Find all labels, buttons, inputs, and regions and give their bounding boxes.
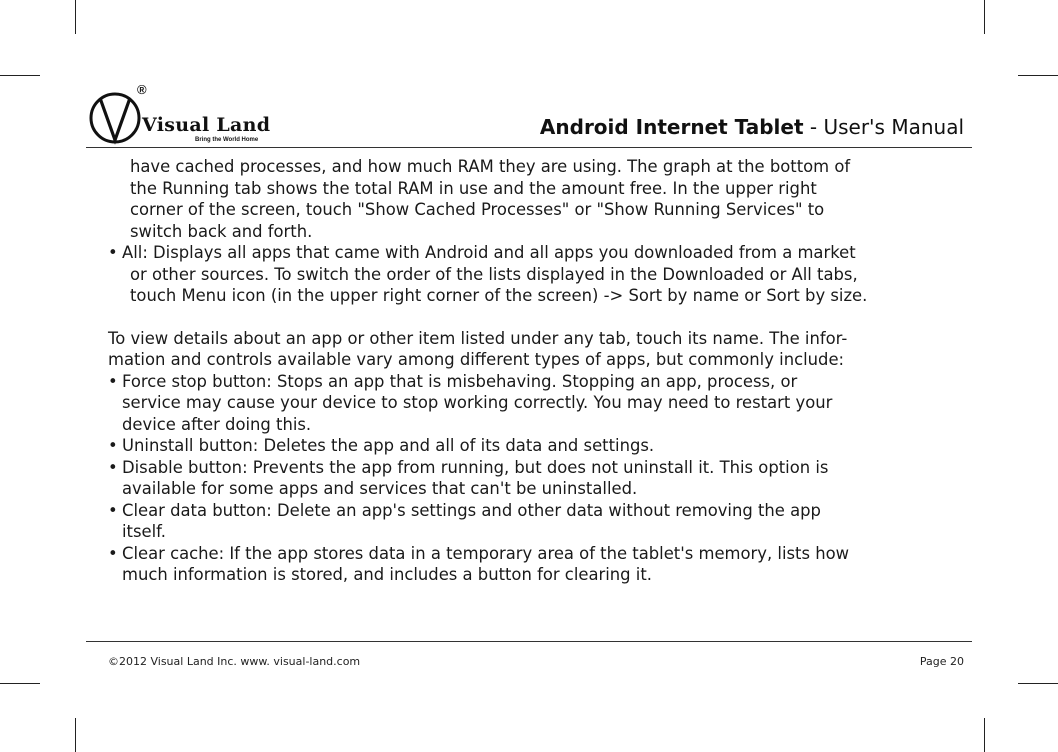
page-header-title xyxy=(540,115,964,139)
text-line: Disable button: Prevents the app from running, but does not uninstall it. This option is xyxy=(122,457,829,477)
registered-mark: ® xyxy=(137,82,147,97)
text-line: device after doing this. xyxy=(122,414,312,434)
footer-copyright: ©2012 Visual Land Inc. www. visual-land.com xyxy=(108,655,361,668)
text-line: itself. xyxy=(122,522,166,541)
crop-mark xyxy=(0,683,40,684)
crop-mark xyxy=(984,0,985,34)
manual-body xyxy=(108,156,988,586)
paragraph-gap xyxy=(108,307,988,328)
bullet-item-uninstall xyxy=(108,435,988,457)
crop-mark xyxy=(984,718,985,752)
text-line: Uninstall button: Deletes the app and all of its data and settings. xyxy=(122,436,655,455)
bullet-item-all xyxy=(108,242,988,307)
text-line: corner of the screen, touch "Show Cached Processes" or "Show Running Services" to xyxy=(130,200,825,219)
crop-mark xyxy=(1018,75,1058,76)
text-line: touch Menu icon (in the upper right corner of the screen) -> Sort by name or Sort by size. xyxy=(130,286,868,305)
bullet-icon: • xyxy=(108,371,118,391)
text-line: much information is stored, and includes a button for clearing it. xyxy=(122,565,652,584)
bullet-icon: • xyxy=(108,500,118,520)
text-line: Clear cache: If the app stores data in a temporary area of the tablet's memory, lists how xyxy=(122,543,850,563)
header-title-bold: Android Internet Tablet xyxy=(539,115,804,139)
brand-name: Visual Land xyxy=(142,114,271,136)
text-line: Force stop button: Stops an app that is misbehaving. Stopping an app, process, or xyxy=(122,371,798,391)
bullet-item-disable xyxy=(108,457,988,500)
bullet-icon: • xyxy=(108,436,118,455)
bullet-icon: • xyxy=(108,243,118,262)
header-title-rest: - User's Manual xyxy=(803,115,964,139)
footer-rule xyxy=(86,641,972,642)
crop-mark xyxy=(1018,683,1058,684)
bullet-icon: • xyxy=(108,457,118,477)
bullet-icon: • xyxy=(108,543,118,563)
text-line: or other sources. To switch the order of the lists displayed in the Downloaded or All tabs, xyxy=(130,264,858,284)
text-line: the Running tab shows the total RAM in use and the amount free. In the upper right xyxy=(130,178,817,198)
text-line: mation and controls available vary among different types of apps, but commonly include: xyxy=(108,350,845,369)
text-line: have cached processes, and how much RAM they are using. The graph at the bottom of xyxy=(130,157,851,176)
bullet-item-force-stop xyxy=(108,371,988,436)
text-line: switch back and forth. xyxy=(130,221,313,241)
crop-mark xyxy=(75,718,76,752)
text-line: available for some apps and services that can't be uninstalled. xyxy=(122,479,638,498)
continued-paragraph xyxy=(108,156,988,242)
brand-logo xyxy=(88,84,328,144)
text-line: To view details about an app or other item listed under any tab, touch its name. The infor- xyxy=(108,328,848,348)
bullet-item-clear-cache xyxy=(108,543,988,586)
crop-mark xyxy=(75,0,76,34)
header-rule xyxy=(86,147,972,148)
text-line: All: Displays all apps that came with Android and all apps you downloaded from a market xyxy=(122,243,856,262)
intro-paragraph xyxy=(108,328,988,371)
crop-mark xyxy=(0,75,40,76)
brand-tagline: Bring the World Home xyxy=(195,137,259,143)
footer-page-number: Page 20 xyxy=(919,655,964,668)
text-line: service may cause your device to stop working correctly. You may need to restart your xyxy=(122,393,833,412)
text-line: Clear data button: Delete an app's settings and other data without removing the app xyxy=(122,500,821,520)
bullet-item-clear-data xyxy=(108,500,988,543)
